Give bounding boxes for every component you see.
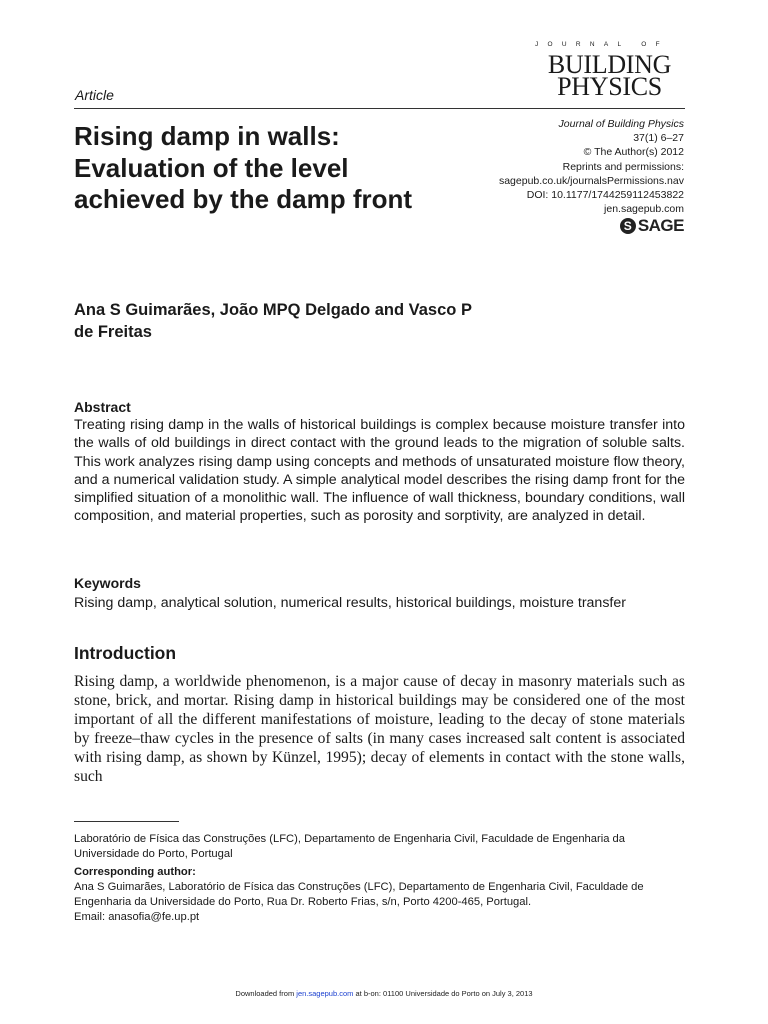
introduction-heading: Introduction — [74, 643, 177, 663]
affiliation: Laboratório de Física das Construções (LFC), Departamento de Engenharia Civil, Faculdade de Engenharia da Universidade do Porto, Portugal — [74, 833, 625, 860]
journal-name-line1: BUILDING — [547, 50, 672, 79]
journal-name-line2: PHYSICS — [557, 72, 662, 101]
download-link[interactable]: jen.sagepub.com — [296, 989, 354, 998]
sage-wordmark: SAGE — [637, 216, 684, 235]
journal-logo — [532, 50, 687, 101]
journal-name-italic: Journal of Building Physics — [558, 118, 684, 130]
doi[interactable]: DOI: 10.1177/1744259112453822 — [526, 189, 684, 202]
footnote-divider — [74, 821, 179, 822]
abstract-text: Treating rising damp in the walls of historical buildings is complex because moisture transfer into the walls of old buildings in direct contact with the ground leads to the migration of soluble salts. This work analyzes rising damp using concepts and methods of unsaturated moisture flow theory, and a numerical validation study. A simple analytical model describes the rising damp front for the simplified situation of a monolithic wall. The influence of wall thickness, boundary conditions, wall composition, and material properties, such as porosity and sorptivity, are analyzed in detail. — [74, 417, 685, 525]
paper-title: Rising damp in walls: Evaluation of the level achieved by the damp front — [74, 121, 413, 214]
download-prefix: Downloaded from — [235, 989, 295, 998]
copyright: © The Author(s) 2012 — [583, 146, 684, 159]
journal-site[interactable]: jen.sagepub.com — [604, 203, 684, 216]
keywords-heading: Keywords — [74, 575, 141, 591]
reprints-url[interactable]: sagepub.co.uk/journalsPermissions.nav — [498, 174, 684, 187]
email[interactable]: Email: anasofia@fe.up.pt — [74, 911, 200, 923]
keywords-text: Rising damp, analytical solution, numerical results, historical buildings, moisture transfer — [74, 595, 626, 611]
corresponding-author-text: Ana S Guimarães, Laboratório de Física das Construções (LFC), Departamento de Engenharia Civil, Faculdade de Engenharia da Universidade do Porto, Rua Dr. Roberto Frias, s/n, Porto 4200-465, Portugal. — [74, 881, 644, 908]
corresponding-author-label: Corresponding author: — [74, 866, 196, 878]
header-divider — [74, 108, 685, 109]
publication-meta — [499, 117, 684, 216]
journal-of-label: JOURNAL OF — [535, 41, 669, 48]
abstract-heading: Abstract — [74, 399, 131, 415]
article-type-label: Article — [75, 87, 114, 103]
sage-logo — [620, 216, 684, 236]
download-suffix: at b-on: 01100 Universidade do Porto on July 3, 2013 — [355, 989, 533, 998]
volume-pages: 37(1) 6–27 — [633, 132, 684, 145]
author-list: Ana S Guimarães, João MPQ Delgado and Vasco P de Freitas — [74, 301, 472, 341]
reprints-label: Reprints and permissions: — [562, 160, 684, 173]
introduction-text: Rising damp, a worldwide phenomenon, is a major cause of decay in masonry materials such as stone, brick, and mortar. Rising damp in historical buildings may be considered one of the most important of all the different manifestations of moisture, leading to the decay of stone materials by freeze–thaw cycles in the presence of salts (in many cases increased salt content is associated with rising damp, as shown by Künzel, 1995); decay of elements in contact with the stone walls, such — [74, 673, 685, 785]
footnotes — [74, 832, 689, 925]
download-stamp — [0, 989, 768, 998]
sage-s-icon: S — [620, 218, 636, 234]
